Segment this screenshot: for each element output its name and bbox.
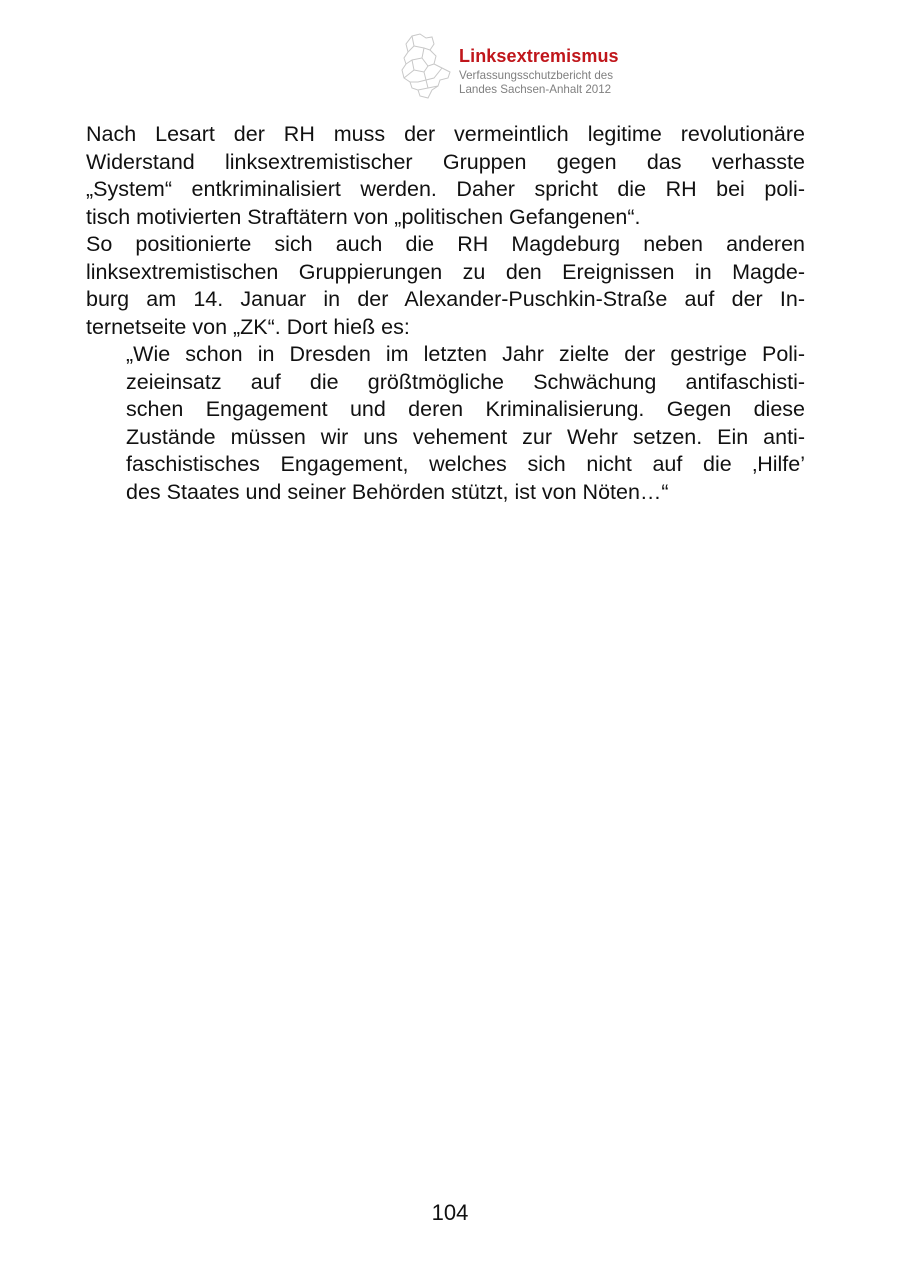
text-line: linksextremistischen Gruppierungen zu den Ereignissen in Magde- xyxy=(86,259,805,284)
paragraph-2 xyxy=(86,231,805,341)
header-title: Linksextremismus xyxy=(459,46,619,66)
quote-line: Zustände müssen wir uns vehement zur Wehr setzen. Ein anti- xyxy=(126,424,805,449)
text-line: tisch motivierten Straftätern von „politischen Gefangenen“. xyxy=(86,204,641,229)
text-line: ternetseite von „ZK“. Dort hieß es: xyxy=(86,314,410,339)
text-line: Nach Lesart der RH muss der vermeintlich legitime revolutionäre xyxy=(86,122,805,146)
text-line: Widerstand linksextremistischer Gruppen gegen das verhasste xyxy=(86,149,805,174)
quote-line: „Wie schon in Dresden im letzten Jahr zielte der gestrige Poli- xyxy=(126,342,805,366)
header-subtitle-line2: Landes Sachsen-Anhalt 2012 xyxy=(459,83,612,96)
quote-line: des Staates und seiner Behörden stützt, ist von Nöten…“ xyxy=(126,479,669,504)
quote-line: schen Engagement und deren Kriminalisierung. Gegen diese xyxy=(126,397,805,421)
text-line: So positionierte sich auch die RH Magdeburg neben anderen xyxy=(86,232,805,256)
header-subtitle xyxy=(459,69,613,97)
quote-line: zeieinsatz auf die größtmögliche Schwächung antifaschisti- xyxy=(126,369,805,394)
text-line: „System“ entkriminalisiert werden. Daher spricht die RH bei poli- xyxy=(86,177,805,201)
page-number: 104 xyxy=(431,1200,469,1225)
page-header xyxy=(398,32,658,102)
block-quote xyxy=(126,341,805,506)
body-text xyxy=(86,121,805,506)
saxony-anhalt-map-icon xyxy=(398,32,456,100)
quote-line: faschistisches Engagement, welches sich nicht auf die ‚Hilfe’ xyxy=(126,452,805,476)
header-subtitle-line1: Verfassungsschutzbericht des xyxy=(459,69,614,82)
text-line: burg am 14. Januar in der Alexander-Puschkin-Straße auf der In- xyxy=(86,287,805,311)
paragraph-1 xyxy=(86,121,805,231)
